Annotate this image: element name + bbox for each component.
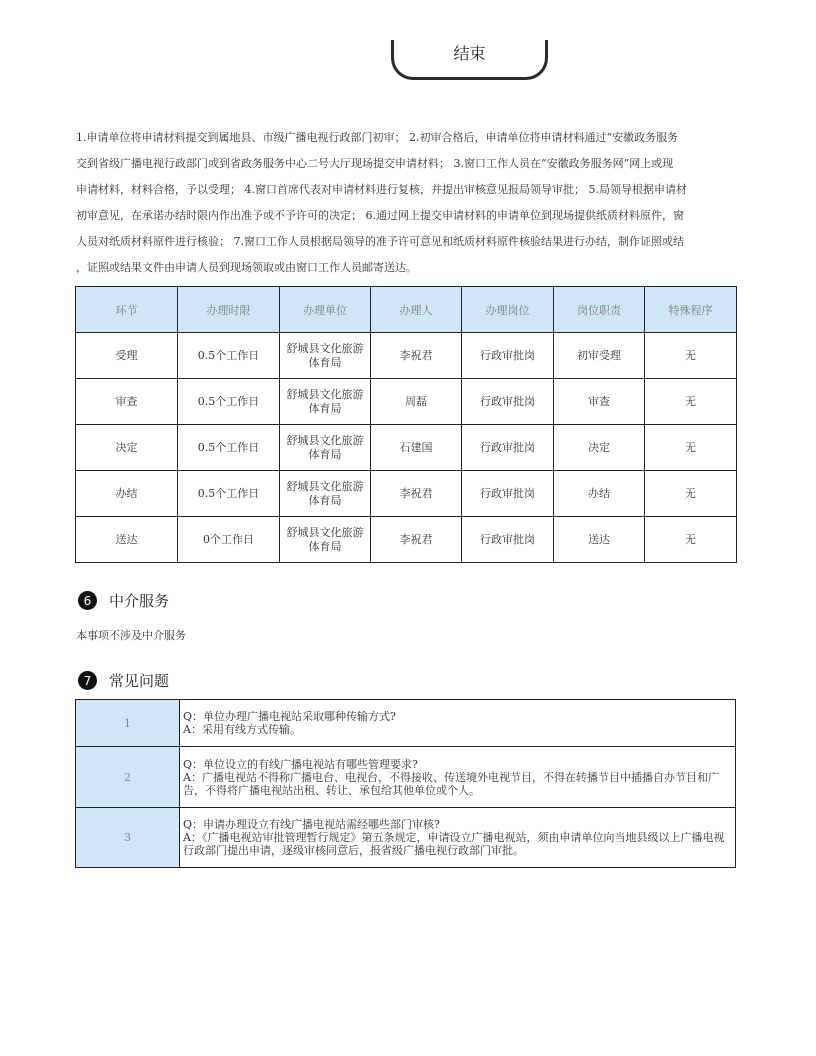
table-cell: 0.5个工作日 (178, 333, 280, 379)
table-cell: 决定 (554, 425, 645, 471)
faq-answer: A：广播电视站不得称广播电台、电视台，不得接收、传送境外电视节目，不得在转播节目中插播自办节目和广告，不得将广播电视站出租、转让、承包给其他单位或个人。 (183, 770, 719, 797)
table-cell: 行政审批岗 (462, 379, 554, 425)
end-label: 结束 (453, 44, 486, 63)
table-cell: 0.5个工作日 (178, 471, 280, 517)
table-cell: 0.5个工作日 (178, 379, 280, 425)
table-cell: 办结 (554, 471, 645, 517)
procedure-line: 人员对纸质材料原件进行核验； 7.窗口工作人员根据局领导的准予许可意见和纸质材料原件核验结果进行办结，制作证照或结 (76, 235, 684, 248)
table-cell: 0.5个工作日 (178, 425, 280, 471)
faq-table (75, 699, 736, 868)
faq-content (180, 700, 736, 747)
header-cell: 办理人 (371, 287, 462, 333)
table-cell: 送达 (76, 517, 178, 563)
table-row (76, 471, 737, 517)
end-flowchart-node (391, 40, 548, 80)
table-cell: 李祝君 (371, 517, 462, 563)
faq-row (76, 700, 736, 747)
process-flow-table (75, 286, 737, 563)
section-heading-faq (78, 670, 169, 691)
table-cell: 李祝君 (371, 333, 462, 379)
table-cell: 决定 (76, 425, 178, 471)
procedure-line: 申请材料，材料合格，予以受理； 4.窗口首席代表对申请材料进行复核，并提出审核意见报局领导审批； 5.局领导根据申请材 (76, 183, 687, 196)
table-cell: 舒城县文化旅游体育局 (280, 471, 371, 517)
table-cell: 受理 (76, 333, 178, 379)
table-row (76, 379, 737, 425)
header-cell: 特殊程序 (645, 287, 737, 333)
section-number-badge: 7 (78, 671, 97, 690)
faq-index: 1 (76, 700, 180, 747)
procedure-line: 交到省级广播电视行政部门或到省政务服务中心二号大厅现场提交申请材料； 3.窗口工作人员在“安徽政务服务网”网上或现 (76, 157, 674, 170)
faq-question: Q：单位设立的有线广播电视站有哪些管理要求? (183, 757, 418, 771)
section-heading-intermediary (78, 590, 169, 611)
header-cell: 办理岗位 (462, 287, 554, 333)
section-number-badge: 6 (78, 591, 97, 610)
intermediary-note: 本事项不涉及中介服务 (76, 629, 186, 642)
procedure-line: 1.申请单位将申请材料提交到属地县、市级广播电视行政部门初审； 2.初审合格后，申请单位将申请材料通过“安徽政务服务 (76, 131, 679, 144)
table-cell: 舒城县文化旅游体育局 (280, 517, 371, 563)
faq-index: 2 (76, 747, 180, 808)
procedure-line: ，证照或结果文件由申请人员到现场领取或由窗口工作人员邮寄送达。 (76, 261, 417, 274)
table-cell: 行政审批岗 (462, 333, 554, 379)
faq-question: Q：单位办理广播电视站采取哪种传输方式? (183, 710, 396, 723)
table-cell: 无 (645, 425, 737, 471)
table-cell: 周磊 (371, 379, 462, 425)
table-cell: 舒城县文化旅游体育局 (280, 379, 371, 425)
procedure-line: 初审意见，在承诺办结时限内作出准予或不予许可的决定； 6.通过网上提交申请材料的申请单位到现场提供纸质材料原件，窗 (76, 209, 684, 222)
table-cell: 审查 (554, 379, 645, 425)
faq-content (180, 747, 736, 808)
table-cell: 0个工作日 (178, 517, 280, 563)
faq-answer: A：采用有线方式传输。 (183, 723, 301, 736)
table-cell: 审查 (76, 379, 178, 425)
table-cell: 行政审批岗 (462, 471, 554, 517)
table-cell: 行政审批岗 (462, 425, 554, 471)
table-cell: 无 (645, 471, 737, 517)
table-cell: 李祝君 (371, 471, 462, 517)
table-cell: 行政审批岗 (462, 517, 554, 563)
header-cell: 岗位职责 (554, 287, 645, 333)
header-cell: 办理时限 (178, 287, 280, 333)
table-cell: 办结 (76, 471, 178, 517)
header-cell: 办理单位 (280, 287, 371, 333)
table-cell: 无 (645, 333, 737, 379)
section-title: 常见问题 (109, 672, 170, 690)
header-cell: 环节 (76, 287, 178, 333)
table-header-row (76, 287, 737, 333)
table-cell: 舒城县文化旅游体育局 (280, 425, 371, 471)
table-cell: 无 (645, 379, 737, 425)
faq-index: 3 (76, 808, 180, 868)
section-title: 中介服务 (109, 592, 170, 610)
procedure-description (76, 125, 741, 281)
table-row (76, 517, 737, 563)
table-cell: 舒城县文化旅游体育局 (280, 333, 371, 379)
table-cell: 送达 (554, 517, 645, 563)
table-cell: 无 (645, 517, 737, 563)
faq-row (76, 808, 736, 868)
table-row (76, 425, 737, 471)
table-row (76, 333, 737, 379)
faq-row (76, 747, 736, 808)
faq-answer: A：《广播电视站审批管理暂行规定》第五条规定，申请设立广播电视站，须由申请单位向当地县级以上广播电视行政部门提出申请，逐级审核同意后，报省级广播电视行政部门审批。 (183, 831, 725, 857)
table-cell: 石建国 (371, 425, 462, 471)
faq-content (180, 808, 736, 868)
table-cell: 初审受理 (554, 333, 645, 379)
faq-question: Q：申请办理设立有线广播电视站需经哪些部门审核? (183, 818, 440, 831)
